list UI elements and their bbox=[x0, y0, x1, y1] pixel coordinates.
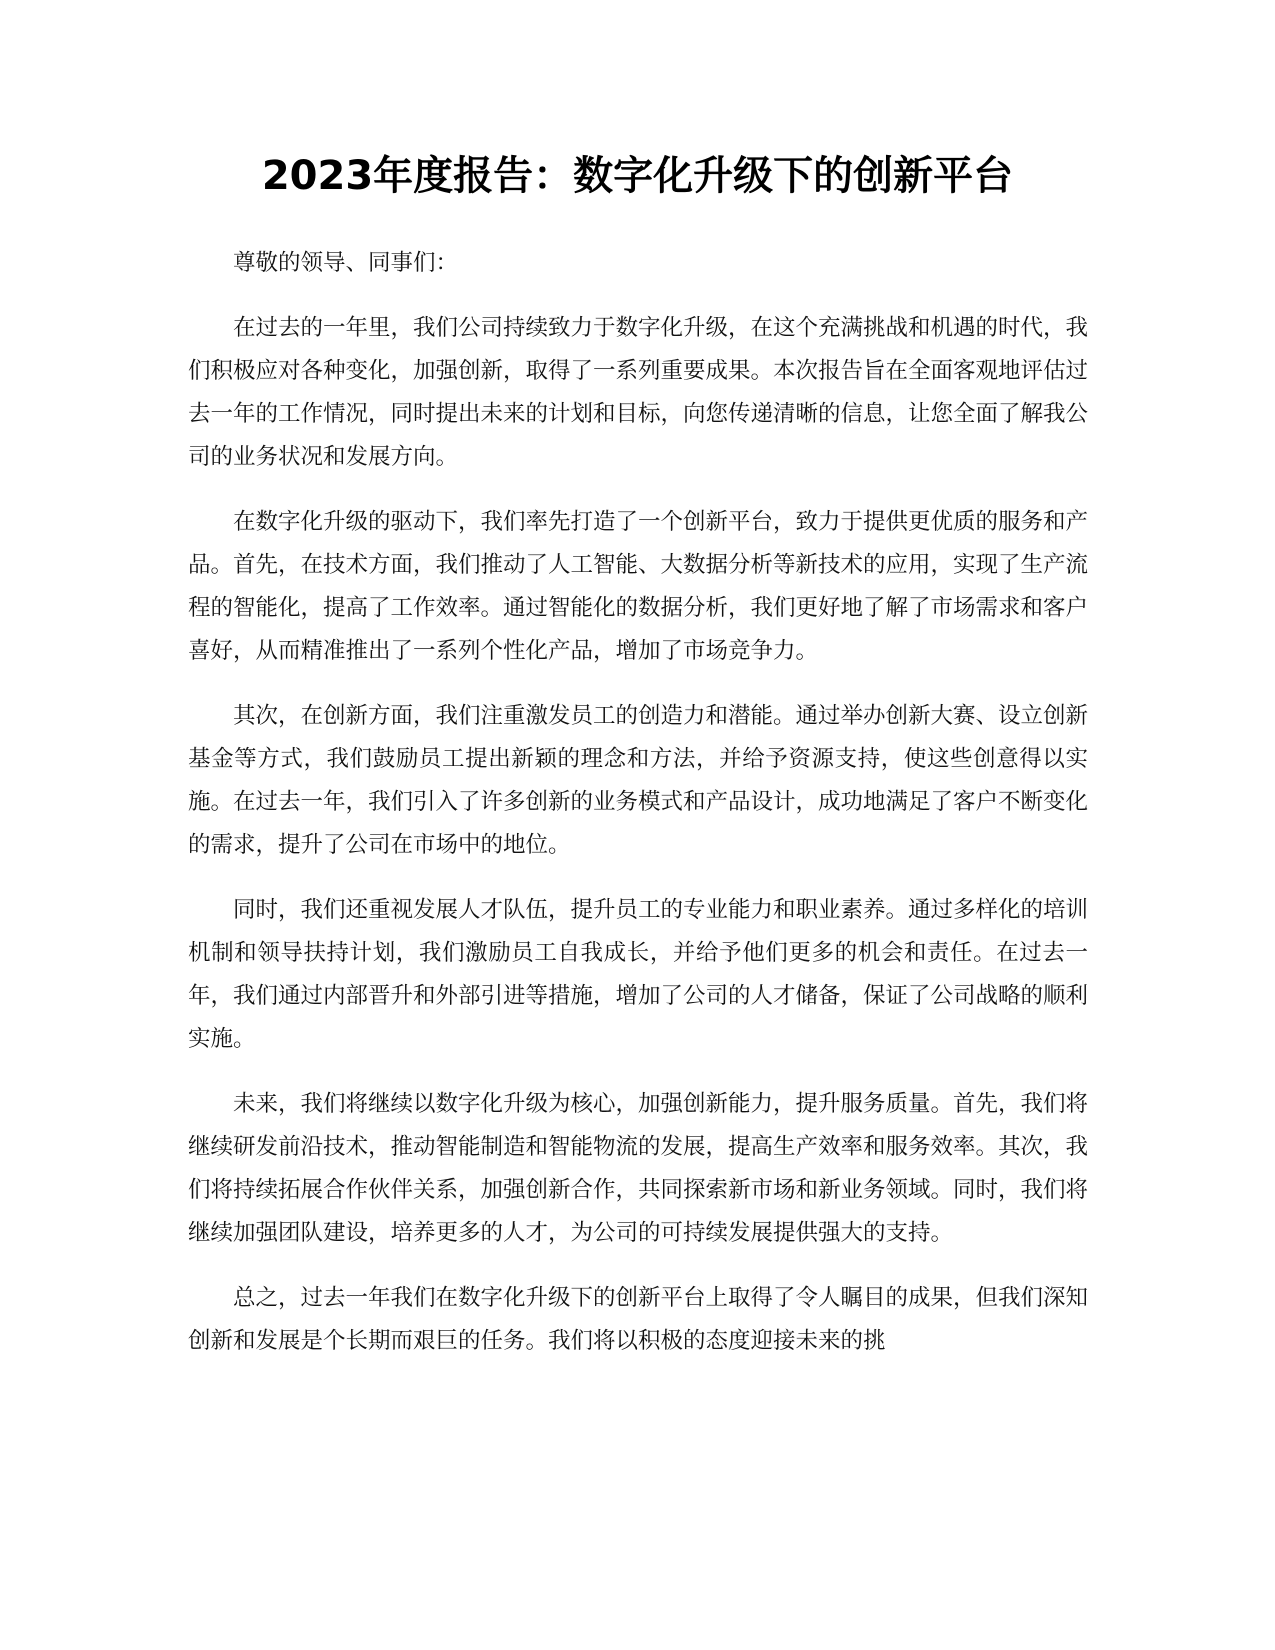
document-title: 2023年度报告：数字化升级下的创新平台 bbox=[261, 153, 1014, 199]
paragraph: 在过去的一年里，我们公司持续致力于数字化升级，在这个充满挑战和机遇的时代，我们积极应对各种变化，加强创新，取得了一系列重要成果。本次报告旨在全面客观地评估过去一年的工作情况，同时提出未来的计划和目标，向您传递清晰的信息，让您全面了解我公司的业务状况和发展方向。 bbox=[188, 315, 1089, 470]
paragraph: 总之，过去一年我们在数字化升级下的创新平台上取得了令人瞩目的成果，但我们深知创新和发展是个长期而艰巨的任务。我们将以积极的态度迎接未来的挑 bbox=[188, 1285, 1089, 1354]
paragraph: 同时，我们还重视发展人才队伍，提升员工的专业能力和职业素养。通过多样化的培训机制和领导扶持计划，我们激励员工自我成长，并给予他们更多的机会和责任。在过去一年，我们通过内部晋升和外部引进等措施，增加了公司的人才储备，保证了公司战略的顺利实施。 bbox=[188, 897, 1089, 1052]
document-body bbox=[188, 242, 1088, 1385]
paragraph: 其次，在创新方面，我们注重激发员工的创造力和潜能。通过举办创新大赛、设立创新基金等方式，我们鼓励员工提出新颖的理念和方法，并给予资源支持，使这些创意得以实施。在过去一年，我们引入了许多创新的业务模式和产品设计，成功地满足了客户不断变化的需求，提升了公司在市场中的地位。 bbox=[188, 703, 1089, 858]
paragraph: 未来，我们将继续以数字化升级为核心，加强创新能力，提升服务质量。首先，我们将继续研发前沿技术，推动智能制造和智能物流的发展，提高生产效率和服务效率。其次，我们将持续拓展合作伙伴关系，加强创新合作，共同探索新市场和新业务领域。同时，我们将继续加强团队建设，培养更多的人才，为公司的可持续发展提供强大的支持。 bbox=[188, 1091, 1089, 1246]
paragraph-salutation: 尊敬的领导、同事们： bbox=[233, 250, 459, 276]
paragraph: 在数字化升级的驱动下，我们率先打造了一个创新平台，致力于提供更优质的服务和产品。首先，在技术方面，我们推动了人工智能、大数据分析等新技术的应用，实现了生产流程的智能化，提高了工作效率。通过智能化的数据分析，我们更好地了解了市场需求和客户喜好，从而精准推出了一系列个性化产品，增加了市场竞争力。 bbox=[188, 509, 1089, 664]
